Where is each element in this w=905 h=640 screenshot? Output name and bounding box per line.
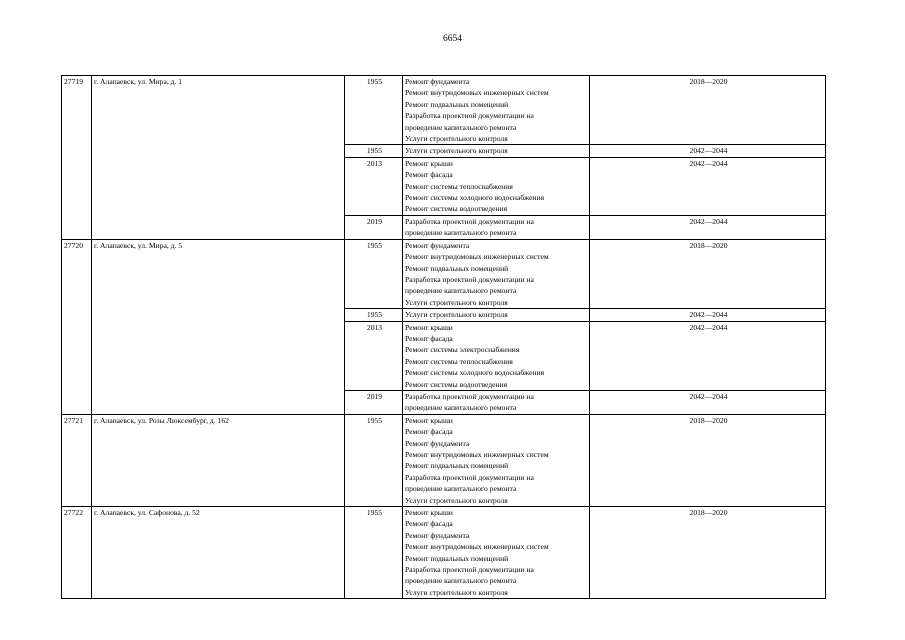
stage-period: 2042—2044 — [590, 390, 826, 414]
table-row — [62, 414, 826, 506]
work-item: Разработка проектной документации на — [405, 274, 534, 284]
work-item: Услуги строительного контроля — [405, 134, 508, 144]
table-row — [62, 239, 826, 308]
work-item: Ремонт внутридомовых инженерных систем — [405, 450, 549, 459]
stage-works — [403, 507, 590, 599]
work-item: Ремонт подвальных помещений — [405, 461, 509, 471]
work-item: Ремонт крыши — [405, 508, 453, 518]
stage-year: 1955 — [345, 507, 403, 599]
work-item: Ремонт фундамента — [405, 438, 470, 448]
object-id: 27720 — [62, 239, 92, 414]
work-item: Ремонт крыши — [405, 322, 453, 332]
object-id: 27722 — [62, 507, 92, 599]
work-item: Разработка проектной документации на — [405, 565, 534, 575]
work-item: проведение капитального ремонта — [405, 286, 517, 296]
stage-year: 1955 — [345, 145, 403, 157]
work-item: Ремонт внутридомовых инженерных систем — [405, 252, 549, 262]
stage-works — [403, 309, 590, 321]
stage-period: 2018—2020 — [590, 239, 826, 308]
work-item: проведение капитального ремонта — [405, 122, 517, 132]
stage-period: 2042—2044 — [590, 215, 826, 239]
stage-period: 2018—2020 — [590, 507, 826, 599]
page-number: 6654 — [443, 34, 462, 44]
object-address: г. Алапаевск, ул. Розы Люксембург, д. 162 — [92, 414, 345, 506]
stage-works — [403, 145, 590, 157]
stage-works — [403, 390, 590, 414]
work-item: Ремонт фундамента — [405, 77, 470, 86]
table-row — [62, 507, 826, 599]
stage-works — [403, 321, 590, 390]
work-item: Разработка проектной документации на — [405, 472, 534, 482]
work-item: Ремонт подвальных помещений — [405, 99, 509, 109]
stage-works — [403, 239, 590, 308]
work-item: Ремонт фасада — [405, 427, 453, 437]
work-item: Ремонт системы холодного водоснабжения — [405, 368, 545, 378]
stage-period: 2018—2020 — [590, 414, 826, 506]
work-item: Ремонт внутридомовых инженерных систем — [405, 88, 549, 98]
work-item: Ремонт системы водоотведения — [405, 204, 508, 214]
object-address: г. Алапаевск, ул. Мира, д. 5 — [92, 239, 345, 414]
stage-year: 1955 — [345, 239, 403, 308]
stage-works — [403, 157, 590, 215]
work-item: проведение капитального ремонта — [405, 403, 517, 413]
stage-works — [403, 76, 590, 145]
work-item: Разработка проектной документации на — [405, 216, 534, 226]
object-id: 27721 — [62, 414, 92, 506]
work-item: Услуги строительного контроля — [405, 146, 508, 156]
work-item: Услуги строительного контроля — [405, 587, 508, 597]
work-item: Ремонт подвальных помещений — [405, 263, 509, 273]
work-item: Услуги строительного контроля — [405, 297, 508, 307]
table-row — [62, 76, 826, 145]
stage-year: 1955 — [345, 76, 403, 145]
work-item: Услуги строительного контроля — [405, 310, 508, 320]
work-item: Ремонт фундамента — [405, 530, 470, 540]
work-item: Ремонт фасада — [405, 170, 453, 180]
work-item: Ремонт крыши — [405, 158, 453, 168]
work-item: Ремонт крыши — [405, 415, 453, 425]
object-id: 27719 — [62, 76, 92, 240]
stage-period: 2042—2044 — [590, 321, 826, 390]
work-item: Услуги строительного контроля — [405, 495, 508, 505]
repair-schedule-table — [61, 75, 826, 599]
schedule-body — [62, 76, 826, 599]
work-item: проведение капитального ремонта — [405, 228, 517, 238]
work-item: Ремонт фундамента — [405, 240, 470, 250]
work-item: Ремонт системы электроснабжения — [405, 345, 520, 355]
work-item: Ремонт системы водоотведения — [405, 379, 508, 389]
work-item: Ремонт подвальных помещений — [405, 553, 509, 563]
work-item: Ремонт фасада — [405, 333, 453, 343]
work-item: Ремонт системы холодного водоснабжения — [405, 193, 545, 203]
object-address: г. Алапаевск, ул. Сафонова, д. 52 — [92, 507, 345, 599]
stage-year: 2013 — [345, 321, 403, 390]
work-item: Ремонт системы теплоснабжения — [405, 181, 513, 191]
stage-year: 2019 — [345, 215, 403, 239]
stage-works — [403, 215, 590, 239]
object-address: г. Алапаевск, ул. Мира, д. 1 — [92, 76, 345, 240]
work-item: Ремонт фасада — [405, 519, 453, 529]
stage-year: 1955 — [345, 414, 403, 506]
stage-period: 2042—2044 — [590, 157, 826, 215]
stage-works — [403, 414, 590, 506]
stage-period: 2018—2020 — [590, 76, 826, 145]
stage-period: 2042—2044 — [590, 145, 826, 157]
work-item: проведение капитального ремонта — [405, 484, 517, 494]
work-item: Разработка проектной документации на — [405, 391, 534, 401]
work-item: проведение капитального ремонта — [405, 576, 517, 586]
work-item: Разработка проектной документации на — [405, 111, 534, 121]
stage-year: 2013 — [345, 157, 403, 215]
stage-year: 1955 — [345, 309, 403, 321]
work-item: Ремонт внутридомовых инженерных систем — [405, 542, 549, 552]
stage-year: 2019 — [345, 390, 403, 414]
work-item: Ремонт системы теплоснабжения — [405, 356, 513, 366]
stage-period: 2042—2044 — [590, 309, 826, 321]
